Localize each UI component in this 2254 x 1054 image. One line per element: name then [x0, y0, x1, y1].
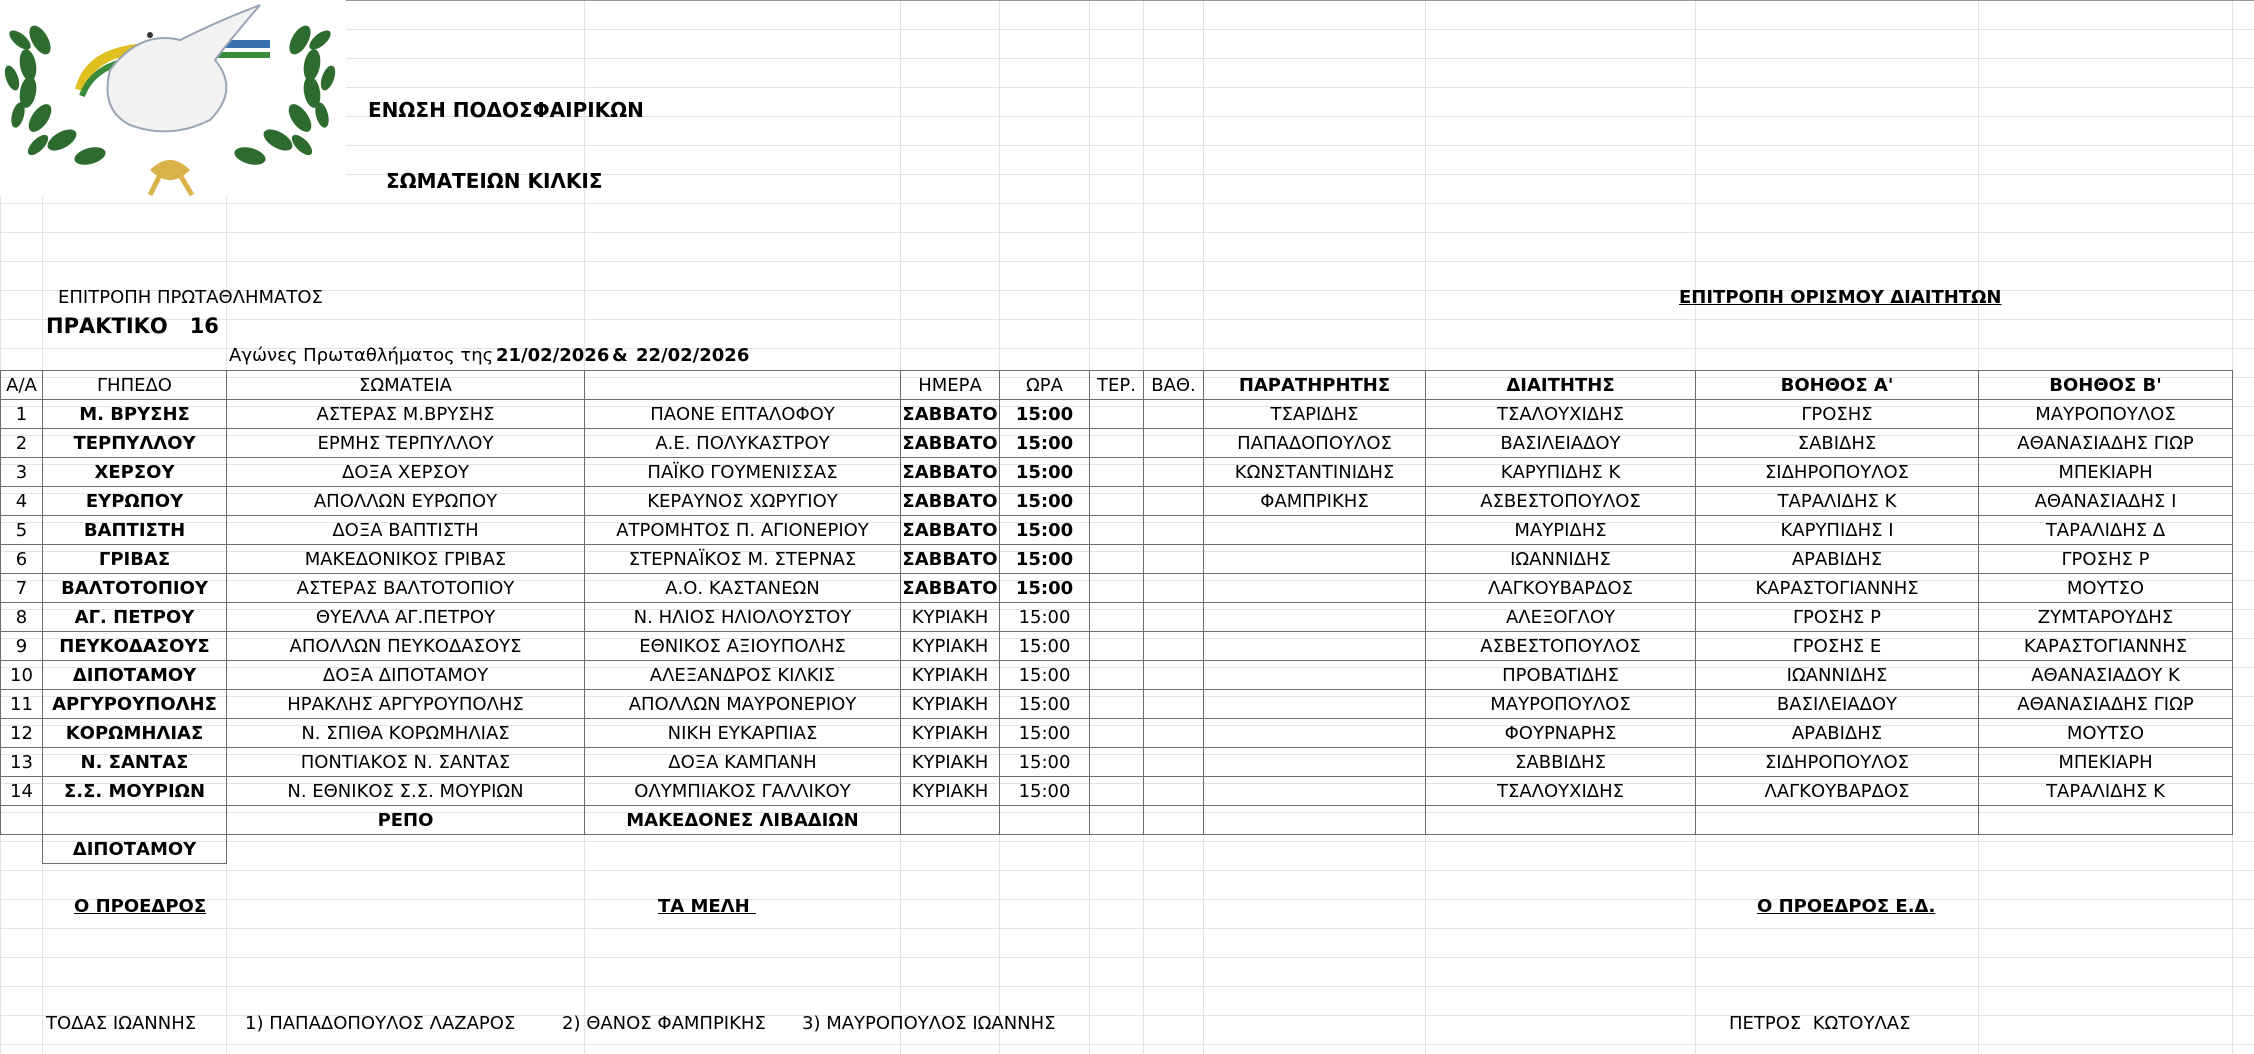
col-header-ter: ΤΕΡ.	[1090, 371, 1144, 400]
repo-team: ΜΑΚΕΔΟΝΕΣ ΛΙΒΑΔΙΩΝ	[585, 806, 901, 835]
away-team: ΠΑΪΚΟ ΓΟΥΜΕΝΙΣΣΑΣ	[585, 458, 901, 487]
match-day: ΚΥΡΙΑΚΗ	[901, 690, 1000, 719]
referee-name: ΛΑΓΚΟΥΒΑΡΔΟΣ	[1426, 574, 1696, 603]
referee-committee-label: ΕΠΙΤΡΟΠΗ ΟΡΙΣΜΟΥ ΔΙΑΙΤΗΤΩΝ	[1679, 287, 2002, 308]
assistant-a-name: ΑΡΑΒΙΔΗΣ	[1696, 545, 1979, 574]
empty-cell	[1000, 835, 1090, 864]
table-row	[1, 458, 2233, 487]
observer-name	[1204, 777, 1426, 806]
member-2-name: 2) ΘΑΝΟΣ ΦΑΜΠΡΙΚΗΣ	[562, 1013, 766, 1034]
assistant-a-name: ΑΡΑΒΙΔΗΣ	[1696, 719, 1979, 748]
observer-name	[1204, 574, 1426, 603]
away-team: ΠΑΟΝΕ ΕΠΤΑΛΟΦΟΥ	[585, 400, 901, 429]
col-header-time: ΩΡΑ	[1000, 371, 1090, 400]
assistant-b-name: ΚΑΡΑΣΤΟΓΙΑΝΝΗΣ	[1979, 632, 2233, 661]
field-name: ΑΓ. ΠΕΤΡΟΥ	[43, 603, 227, 632]
match-time: 15:00	[1000, 632, 1090, 661]
assistant-a-name: ΤΑΡΑΛΙΔΗΣ Κ	[1696, 487, 1979, 516]
vath-cell	[1144, 545, 1204, 574]
ter-cell	[1090, 661, 1144, 690]
observer-name: ΦΑΜΠΡΙΚΗΣ	[1204, 487, 1426, 516]
president-name: ΤΟΔΑΣ ΙΩΑΝΝΗΣ	[46, 1013, 197, 1034]
assistant-a-name: ΚΑΡΥΠΙΔΗΣ Ι	[1696, 516, 1979, 545]
row-number: 4	[1, 487, 43, 516]
empty-cell	[901, 835, 1000, 864]
field-name: ΑΡΓΥΡΟΥΠΟΛΗΣ	[43, 690, 227, 719]
empty-cell	[1696, 835, 1979, 864]
table-row	[1, 516, 2233, 545]
field-name: ΔΙΠΟΤΑΜΟΥ	[43, 661, 227, 690]
empty-cell	[1144, 835, 1204, 864]
match-time: 15:00	[1000, 661, 1090, 690]
assistant-b-name: ΑΘΑΝΑΣΙΑΔΗΣ Ι	[1979, 487, 2233, 516]
assistant-b-name: ΜΟΥΤΣΟ	[1979, 574, 2233, 603]
match-day: ΚΥΡΙΑΚΗ	[901, 603, 1000, 632]
vath-cell	[1144, 603, 1204, 632]
match-time: 15:00	[1000, 603, 1090, 632]
empty-cell	[1, 835, 43, 864]
away-team: ΑΛΕΞΑΝΔΡΟΣ ΚΙΛΚΙΣ	[585, 661, 901, 690]
referee-name: ΦΟΥΡΝΑΡΗΣ	[1426, 719, 1696, 748]
table-row	[1, 661, 2233, 690]
match-day: ΣΑΒΒΑΤΟ	[901, 429, 1000, 458]
match-day: ΚΥΡΙΑΚΗ	[901, 661, 1000, 690]
repo-label: ΡΕΠΟ	[227, 806, 585, 835]
col-header-assistant-a: ΒΟΗΘΟΣ Α'	[1696, 371, 1979, 400]
referee-name: ΜΑΥΡΟΠΟΥΛΟΣ	[1426, 690, 1696, 719]
match-time: 15:00	[1000, 690, 1090, 719]
row-number: 1	[1, 400, 43, 429]
row-number: 6	[1, 545, 43, 574]
field-name: ΕΥΡΩΠΟΥ	[43, 487, 227, 516]
field-name: ΒΑΛΤΟΤΟΠΙΟΥ	[43, 574, 227, 603]
vath-cell	[1144, 574, 1204, 603]
field-name: Μ. ΒΡΥΣΗΣ	[43, 400, 227, 429]
empty-cell	[585, 835, 901, 864]
away-team: Α.Ο. ΚΑΣΤΑΝΕΩΝ	[585, 574, 901, 603]
home-team: Ν. ΣΠΙΘΑ ΚΟΡΩΜΗΛΙΑΣ	[227, 719, 585, 748]
empty-cell	[1696, 806, 1979, 835]
table-header-row	[1, 371, 2233, 400]
repo-row	[1, 806, 2233, 835]
observer-name: ΠΑΠΑΔΟΠΟΥΛΟΣ	[1204, 429, 1426, 458]
empty-cell	[1090, 806, 1144, 835]
assistant-a-name: ΛΑΓΚΟΥΒΑΡΔΟΣ	[1696, 777, 1979, 806]
empty-cell	[1000, 806, 1090, 835]
assistant-b-name: ΤΑΡΑΛΙΔΗΣ Δ	[1979, 516, 2233, 545]
assistant-b-name: ΖΥΜΤΑΡΟΥΔΗΣ	[1979, 603, 2233, 632]
field-name: ΤΕΡΠΥΛΛΟΥ	[43, 429, 227, 458]
away-team: ΑΠΟΛΛΩΝ ΜΑΥΡΟΝΕΡΙΟΥ	[585, 690, 901, 719]
referee-name: ΤΣΑΛΟΥΧΙΔΗΣ	[1426, 777, 1696, 806]
table-row	[1, 719, 2233, 748]
assistant-b-name: ΜΠΕΚΙΑΡΗ	[1979, 748, 2233, 777]
ter-cell	[1090, 429, 1144, 458]
match-day: ΣΑΒΒΑΤΟ	[901, 516, 1000, 545]
dove-football-laurel-icon	[0, 0, 346, 196]
home-team: ΠΟΝΤΙΑΚΟΣ Ν. ΣΑΝΤΑΣ	[227, 748, 585, 777]
vath-cell	[1144, 458, 1204, 487]
away-team: ΝΙΚΗ ΕΥΚΑΡΠΙΑΣ	[585, 719, 901, 748]
ter-cell	[1090, 603, 1144, 632]
empty-cell	[1979, 806, 2233, 835]
row-number: 11	[1, 690, 43, 719]
col-header-referee: ΔΙΑΙΤΗΤΗΣ	[1426, 371, 1696, 400]
col-header-field: ΓΗΠΕΔΟ	[43, 371, 227, 400]
match-time: 15:00	[1000, 574, 1090, 603]
championship-committee-label: ΕΠΙΤΡΟΠΗ ΠΡΩΤΑΘΛΗΜΑΤΟΣ	[58, 287, 323, 308]
assistant-a-name: ΣΙΔΗΡΟΠΟΥΛΟΣ	[1696, 748, 1979, 777]
match-day: ΚΥΡΙΑΚΗ	[901, 719, 1000, 748]
referee-name: ΑΛΕΞΟΓΛΟΥ	[1426, 603, 1696, 632]
match-time: 15:00	[1000, 748, 1090, 777]
record-title: ΠΡΑΚΤΙΚΟ 16	[46, 314, 219, 338]
vath-cell	[1144, 719, 1204, 748]
referee-name: ΚΑΡΥΠΙΔΗΣ Κ	[1426, 458, 1696, 487]
match-schedule-table	[0, 370, 2233, 864]
col-header-assistant-b: ΒΟΗΘΟΣ Β'	[1979, 371, 2233, 400]
matches-label: Αγώνες Πρωταθλήματος της	[229, 345, 494, 366]
table-row	[1, 748, 2233, 777]
assistant-b-name: ΑΘΑΝΑΣΙΑΔΗΣ ΓΙΩΡ	[1979, 429, 2233, 458]
match-time: 15:00	[1000, 429, 1090, 458]
table-row	[1, 487, 2233, 516]
ter-cell	[1090, 400, 1144, 429]
match-date-2: 22/02/2026	[636, 345, 750, 366]
referee-name: ΑΣΒΕΣΤΟΠΟΥΛΟΣ	[1426, 487, 1696, 516]
ter-cell	[1090, 458, 1144, 487]
ter-cell	[1090, 545, 1144, 574]
observer-name: ΤΣΑΡΙΔΗΣ	[1204, 400, 1426, 429]
field-name: ΒΑΠΤΙΣΤΗ	[43, 516, 227, 545]
ter-cell	[1090, 574, 1144, 603]
match-day: ΣΑΒΒΑΤΟ	[901, 458, 1000, 487]
away-team: Α.Ε. ΠΟΛΥΚΑΣΤΡΟΥ	[585, 429, 901, 458]
referee-name: ΒΑΣΙΛΕΙΑΔΟΥ	[1426, 429, 1696, 458]
assistant-b-name: ΑΘΑΝΑΣΙΑΔΟΥ Κ	[1979, 661, 2233, 690]
assistant-a-name: ΙΩΑΝΝΙΔΗΣ	[1696, 661, 1979, 690]
col-header-number: Α/Α	[1, 371, 43, 400]
col-header-observer: ΠΑΡΑΤΗΡΗΤΗΣ	[1204, 371, 1426, 400]
match-time: 15:00	[1000, 545, 1090, 574]
field-name: ΠΕΥΚΟΔΑΣΟΥΣ	[43, 632, 227, 661]
match-time: 15:00	[1000, 487, 1090, 516]
match-date-1: 21/02/2026	[496, 345, 610, 366]
match-time: 15:00	[1000, 400, 1090, 429]
vath-cell	[1144, 400, 1204, 429]
away-team: ΕΘΝΙΚΟΣ ΑΞΙΟΥΠΟΛΗΣ	[585, 632, 901, 661]
repo-field-row	[1, 835, 2233, 864]
repo-field: ΔΙΠΟΤΑΜΟΥ	[43, 835, 227, 864]
empty-cell	[1204, 835, 1426, 864]
row-number: 8	[1, 603, 43, 632]
row-number: 14	[1, 777, 43, 806]
assistant-b-name: ΑΘΑΝΑΣΙΑΔΗΣ ΓΙΩΡ	[1979, 690, 2233, 719]
vath-cell	[1144, 516, 1204, 545]
match-day: ΚΥΡΙΑΚΗ	[901, 632, 1000, 661]
home-team: ΔΟΞΑ ΧΕΡΣΟΥ	[227, 458, 585, 487]
assistant-a-name: ΣΑΒΙΔΗΣ	[1696, 429, 1979, 458]
ter-cell	[1090, 777, 1144, 806]
empty-cell	[1426, 806, 1696, 835]
assistant-b-name: ΤΑΡΑΛΙΔΗΣ Κ	[1979, 777, 2233, 806]
table-row	[1, 545, 2233, 574]
empty-cell	[1979, 835, 2233, 864]
row-number: 9	[1, 632, 43, 661]
table-row	[1, 603, 2233, 632]
vath-cell	[1144, 487, 1204, 516]
field-name: ΧΕΡΣΟΥ	[43, 458, 227, 487]
ter-cell	[1090, 748, 1144, 777]
home-team: ΑΣΤΕΡΑΣ ΒΑΛΤΟΤΟΠΙΟΥ	[227, 574, 585, 603]
home-team: ΑΠΟΛΛΩΝ ΕΥΡΩΠΟΥ	[227, 487, 585, 516]
row-number: 2	[1, 429, 43, 458]
match-day: ΣΑΒΒΑΤΟ	[901, 574, 1000, 603]
row-number: 3	[1, 458, 43, 487]
match-time: 15:00	[1000, 516, 1090, 545]
field-name: ΓΡΙΒΑΣ	[43, 545, 227, 574]
assistant-b-name: ΜΑΥΡΟΠΟΥΛΟΣ	[1979, 400, 2233, 429]
away-team: ΟΛΥΜΠΙΑΚΟΣ ΓΑΛΛΙΚΟΥ	[585, 777, 901, 806]
match-time: 15:00	[1000, 777, 1090, 806]
table-row	[1, 400, 2233, 429]
home-team: ΕΡΜΗΣ ΤΕΡΠΥΛΛΟΥ	[227, 429, 585, 458]
table-row	[1, 429, 2233, 458]
assistant-a-name: ΓΡΟΣΗΣ Ε	[1696, 632, 1979, 661]
home-team: Ν. ΕΘΝΙΚΟΣ Σ.Σ. ΜΟΥΡΙΩΝ	[227, 777, 585, 806]
president-label: Ο ΠΡΟΕΔΡΟΣ	[74, 896, 207, 917]
ter-cell	[1090, 719, 1144, 748]
table-row	[1, 690, 2233, 719]
vath-cell	[1144, 429, 1204, 458]
org-name-line1: ΕΝΩΣΗ ΠΟΔΟΣΦΑΙΡΙΚΩΝ	[368, 98, 644, 122]
match-day: ΣΑΒΒΑΤΟ	[901, 400, 1000, 429]
vath-cell	[1144, 748, 1204, 777]
home-team: ΔΟΞΑ ΔΙΠΟΤΑΜΟΥ	[227, 661, 585, 690]
match-time: 15:00	[1000, 719, 1090, 748]
col-header-vath: ΒΑΘ.	[1144, 371, 1204, 400]
match-day: ΣΑΒΒΑΤΟ	[901, 545, 1000, 574]
empty-cell	[43, 806, 227, 835]
away-team: ΚΕΡΑΥΝΟΣ ΧΩΡΥΓΙΟΥ	[585, 487, 901, 516]
home-team: ΑΠΟΛΛΩΝ ΠΕΥΚΟΔΑΣΟΥΣ	[227, 632, 585, 661]
empty-cell	[1426, 835, 1696, 864]
observer-name	[1204, 690, 1426, 719]
row-number: 12	[1, 719, 43, 748]
ter-cell	[1090, 487, 1144, 516]
vath-cell	[1144, 661, 1204, 690]
home-team: ΗΡΑΚΛΗΣ ΑΡΓΥΡΟΥΠΟΛΗΣ	[227, 690, 585, 719]
match-day: ΣΑΒΒΑΤΟ	[901, 487, 1000, 516]
field-name: Ν. ΣΑΝΤΑΣ	[43, 748, 227, 777]
referee-name: ΤΣΑΛΟΥΧΙΔΗΣ	[1426, 400, 1696, 429]
away-team: ΣΤΕΡΝΑΪΚΟΣ Μ. ΣΤΕΡΝΑΣ	[585, 545, 901, 574]
date-ampersand: &	[612, 345, 628, 366]
emblem-logo	[0, 0, 346, 196]
observer-name	[1204, 748, 1426, 777]
row-number: 7	[1, 574, 43, 603]
table-row	[1, 574, 2233, 603]
vath-cell	[1144, 690, 1204, 719]
home-team: ΔΟΞΑ ΒΑΠΤΙΣΤΗ	[227, 516, 585, 545]
row-number: 13	[1, 748, 43, 777]
assistant-a-name: ΓΡΟΣΗΣ	[1696, 400, 1979, 429]
assistant-b-name: ΜΠΕΚΙΑΡΗ	[1979, 458, 2233, 487]
org-name-line2: ΣΩΜΑΤΕΙΩΝ ΚΙΛΚΙΣ	[386, 169, 603, 193]
field-name: ΚΟΡΩΜΗΛΙΑΣ	[43, 719, 227, 748]
table-row	[1, 632, 2233, 661]
empty-cell	[1090, 835, 1144, 864]
referee-name: ΙΩΑΝΝΙΔΗΣ	[1426, 545, 1696, 574]
referee-name: ΠΡΟΒΑΤΙΔΗΣ	[1426, 661, 1696, 690]
president-ed-name: ΠΕΤΡΟΣ ΚΩΤΟΥΛΑΣ	[1729, 1013, 1911, 1034]
empty-cell	[1144, 806, 1204, 835]
members-label: ΤΑ ΜΕΛΗ	[658, 896, 756, 917]
match-day: ΚΥΡΙΑΚΗ	[901, 748, 1000, 777]
observer-name	[1204, 545, 1426, 574]
assistant-b-name: ΜΟΥΤΣΟ	[1979, 719, 2233, 748]
observer-name: ΚΩΝΣΤΑΝΤΙΝΙΔΗΣ	[1204, 458, 1426, 487]
assistant-a-name: ΒΑΣΙΛΕΙΑΔΟΥ	[1696, 690, 1979, 719]
empty-cell	[1204, 806, 1426, 835]
col-header-day: ΗΜΕΡΑ	[901, 371, 1000, 400]
vath-cell	[1144, 777, 1204, 806]
home-team: ΜΑΚΕΔΟΝΙΚΟΣ ΓΡΙΒΑΣ	[227, 545, 585, 574]
match-day: ΚΥΡΙΑΚΗ	[901, 777, 1000, 806]
member-3-name: 3) ΜΑΥΡΟΠΟΥΛΟΣ ΙΩΑΝΝΗΣ	[802, 1013, 1056, 1034]
row-number: 5	[1, 516, 43, 545]
field-name: Σ.Σ. ΜΟΥΡΙΩΝ	[43, 777, 227, 806]
col-header-away	[585, 371, 901, 400]
match-time: 15:00	[1000, 458, 1090, 487]
member-1-name: 1) ΠΑΠΑΔΟΠΟΥΛΟΣ ΛΑΖΑΡΟΣ	[245, 1013, 516, 1034]
table-row	[1, 777, 2233, 806]
away-team: Ν. ΗΛΙΟΣ ΗΛΙΟΛΟΥΣΤΟΥ	[585, 603, 901, 632]
empty-cell	[1, 806, 43, 835]
president-ed-label: Ο ΠΡΟΕΔΡΟΣ Ε.Δ.	[1757, 896, 1936, 917]
assistant-b-name: ΓΡΟΣΗΣ Ρ	[1979, 545, 2233, 574]
vath-cell	[1144, 632, 1204, 661]
assistant-a-name: ΣΙΔΗΡΟΠΟΥΛΟΣ	[1696, 458, 1979, 487]
assistant-a-name: ΚΑΡΑΣΤΟΓΙΑΝΝΗΣ	[1696, 574, 1979, 603]
ter-cell	[1090, 632, 1144, 661]
ter-cell	[1090, 690, 1144, 719]
col-header-clubs: ΣΩΜΑΤΕΙΑ	[227, 371, 585, 400]
assistant-a-name: ΓΡΟΣΗΣ Ρ	[1696, 603, 1979, 632]
empty-cell	[901, 806, 1000, 835]
away-team: ΔΟΞΑ ΚΑΜΠΑΝΗ	[585, 748, 901, 777]
away-team: ΑΤΡΟΜΗΤΟΣ Π. ΑΓΙΟΝΕΡΙΟΥ	[585, 516, 901, 545]
observer-name	[1204, 516, 1426, 545]
observer-name	[1204, 603, 1426, 632]
referee-name: ΣΑΒΒΙΔΗΣ	[1426, 748, 1696, 777]
empty-cell	[227, 835, 585, 864]
observer-name	[1204, 661, 1426, 690]
ter-cell	[1090, 516, 1144, 545]
observer-name	[1204, 719, 1426, 748]
referee-name: ΑΣΒΕΣΤΟΠΟΥΛΟΣ	[1426, 632, 1696, 661]
home-team: ΘΥΕΛΛΑ ΑΓ.ΠΕΤΡΟΥ	[227, 603, 585, 632]
referee-name: ΜΑΥΡΙΔΗΣ	[1426, 516, 1696, 545]
row-number: 10	[1, 661, 43, 690]
observer-name	[1204, 632, 1426, 661]
home-team: ΑΣΤΕΡΑΣ Μ.ΒΡΥΣΗΣ	[227, 400, 585, 429]
